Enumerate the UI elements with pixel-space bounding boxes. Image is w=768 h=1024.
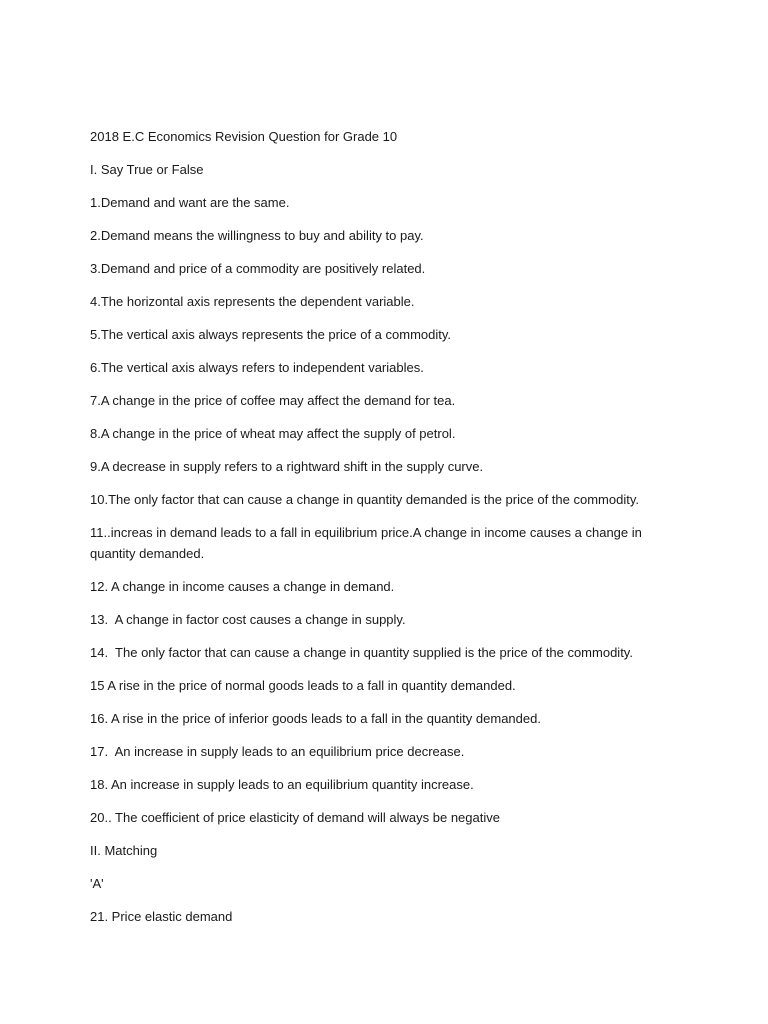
question-item: 11..increas in demand leads to a fall in equilibrium price.A change in income causes a change in quantity demanded. [90, 525, 646, 561]
question-item: 15 A rise in the price of normal goods leads to a fall in quantity demanded. [90, 678, 516, 693]
document-body [90, 126, 686, 939]
question-item: 13. A change in factor cost causes a change in supply. [90, 612, 406, 627]
document-title: 2018 E.C Economics Revision Question for Grade 10 [90, 129, 398, 144]
question-item: 16. A rise in the price of inferior goods leads to a fall in the quantity demanded. [90, 711, 541, 726]
question-item: 18. An increase in supply leads to an equilibrium quantity increase. [90, 777, 474, 792]
column-a-label: 'A' [90, 876, 104, 891]
section-heading-true-false: I. Say True or False [90, 162, 204, 177]
question-item: 9.A decrease in supply refers to a rightward shift in the supply curve. [90, 459, 484, 474]
question-item: 7.A change in the price of coffee may affect the demand for tea. [90, 393, 456, 408]
question-item: 2.Demand means the willingness to buy and ability to pay. [90, 228, 424, 243]
question-item: 6.The vertical axis always refers to independent variables. [90, 360, 424, 375]
question-item: 12. A change in income causes a change in demand. [90, 579, 395, 594]
question-item: 5.The vertical axis always represents the price of a commodity. [90, 327, 452, 342]
section-heading-matching: II. Matching [90, 843, 158, 858]
matching-item: 21. Price elastic demand [90, 909, 233, 924]
question-item: 4.The horizontal axis represents the dependent variable. [90, 294, 415, 309]
question-item: 20.. The coefficient of price elasticity of demand will always be negative [90, 810, 500, 825]
question-item: 10.The only factor that can cause a change in quantity demanded is the price of the commodity. [90, 492, 639, 507]
question-item: 8.A change in the price of wheat may affect the supply of petrol. [90, 426, 456, 441]
question-item: 1.Demand and want are the same. [90, 195, 290, 210]
question-item: 3.Demand and price of a commodity are positively related. [90, 261, 426, 276]
question-item: 14. The only factor that can cause a change in quantity supplied is the price of the commodity. [90, 645, 633, 660]
question-item: 17. An increase in supply leads to an equilibrium price decrease. [90, 744, 465, 759]
